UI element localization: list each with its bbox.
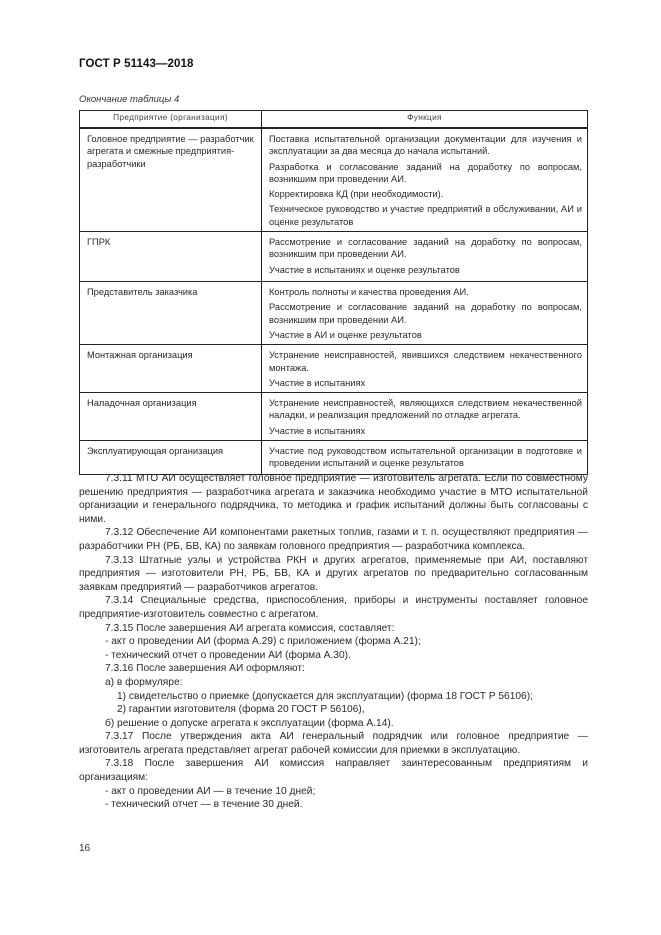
list-subitem: 2) гарантии изготовителя (форма 20 ГОСТ Р 56106), [117,704,365,716]
function-item: Поставка испытательной организации документации для изучения и эксплуатации за два месяца до начала испытаний. [269,134,582,157]
functions-table [79,110,588,475]
function-cell [262,345,588,393]
column-header-function: Функция [262,111,588,129]
clause-7-3-15: 7.3.15 После завершения АИ агрегата комиссия, составляет: [105,622,395,634]
clause-7-3-14: 7.3.14 Специальные средства, приспособления, приборы и инструменты поставляет головное предприятие-изготовитель совместно с агрегатом. [79,595,588,620]
function-item: Устранение неисправностей, явившихся следствием некачественного монтажа. [269,350,582,373]
list-item: - технический отчет о проведении АИ (форма А.30). [105,649,351,661]
clause-7-3-13: 7.3.13 Штатные узлы и устройства РКН и других агрегатов, применяемые при АИ, поставляют предприятия — изготовители РН, РБ, БВ, КА и других агрегатов по предварительно согласованным заявкам предприятий — разработчиков агрегатов. [79,554,588,593]
clause-7-3-11: 7.3.11 МТО АИ осуществляет головное предприятие — изготовитель агрегата. Если по совместному решению предприятия — разработчика агрегата и заказчика необходимо участие в МТО испытательной организации и генерального подрядчика, то методика и график испытаний должны быть согласованы с ними. [79,473,588,525]
function-item: Участие в испытаниях и оценке результатов [269,264,460,275]
clause-7-3-16: 7.3.16 После завершения АИ оформляют: [105,663,305,675]
org-cell: Монтажная организация [80,345,262,393]
clause-7-3-17: 7.3.17 После утверждения акта АИ генеральный подрядчик или головное предприятие — изготовитель агрегата представляет агрегат рабочей комиссии для приемки в эксплуатацию. [79,731,588,756]
table-row [80,393,588,441]
table-header-row [80,111,588,129]
org-cell: Представитель заказчика [80,282,262,345]
table-row [80,128,588,232]
table-row [80,232,588,282]
function-cell [262,232,588,282]
function-item: Участие в АИ и оценке результатов [269,329,422,340]
list-item-a: а) в формуляре: [105,676,183,688]
clause-7-3-18: 7.3.18 После завершения АИ комиссия направляет заинтересованным предприятиям и организациям: [79,758,588,784]
list-item: - технический отчет — в течение 30 дней. [105,799,303,811]
function-cell [262,393,588,441]
table-row [80,345,588,393]
column-header-organization: Предприятие (организация) [80,111,262,129]
function-cell [262,441,588,475]
function-item: Рассмотрение и согласование заданий на доработку по вопросам, возникшим при проведении АИ. [269,237,582,260]
page-number: 16 [79,843,91,854]
function-item: Устранение неисправностей, являющихся следствием некачественной наладки, и реализация предложений по отладке агрегата. [269,398,582,421]
org-cell: Эксплуатирующая организация [80,441,262,475]
table-row [80,441,588,475]
function-item: Техническое руководство и участие предприятий в обслуживании, АИ и оценке результатов [269,204,582,227]
function-item: Участие под руководством испытательной организации в подготовке и проведении испытаний и оценке результатов [269,446,582,469]
table-row [80,282,588,345]
list-item: - акт о проведении АИ (форма А.29) с приложением (форма А.21); [105,636,421,648]
function-item: Контроль полноты и качества проведения АИ. [269,287,469,298]
document-code: ГОСТ Р 51143—2018 [79,58,194,70]
org-cell: ГПРК [80,232,262,282]
list-item: - акт о проведении АИ — в течение 10 дней; [105,785,316,797]
clause-7-3-12: 7.3.12 Обеспечение АИ компонентами ракетных топлив, газами и т. п. осуществляют предприятия — разработчики РН (РБ, БВ, КА) по заявкам головного предприятия — разработчика комплекса. [79,527,588,552]
list-subitem: 1) свидетельство о приемке (допускается для эксплуатации) (форма 18 ГОСТ Р 56106); [117,690,533,702]
list-item-b: б) решение о допуске агрегата к эксплуатации (форма А.14). [105,717,394,729]
org-cell: Головное предприятие — разработчик агрегата и смежные предприятия-разработчики [80,128,262,232]
body-text [79,472,588,812]
function-item: Корректировка КД (при необходимости). [269,189,444,200]
table-caption: Окончание таблицы 4 [79,94,180,105]
function-item: Разработка и согласование заданий на доработку по вопросам, возникшим при проведении АИ. [269,161,582,184]
function-cell [262,282,588,345]
function-item: Рассмотрение и согласование заданий на доработку по вопросам, возникшим при проведении АИ. [269,302,582,325]
org-cell: Наладочная организация [80,393,262,441]
function-item: Участие в испытаниях [269,425,366,436]
function-item: Участие в испытаниях [269,377,366,388]
function-cell [262,128,588,232]
